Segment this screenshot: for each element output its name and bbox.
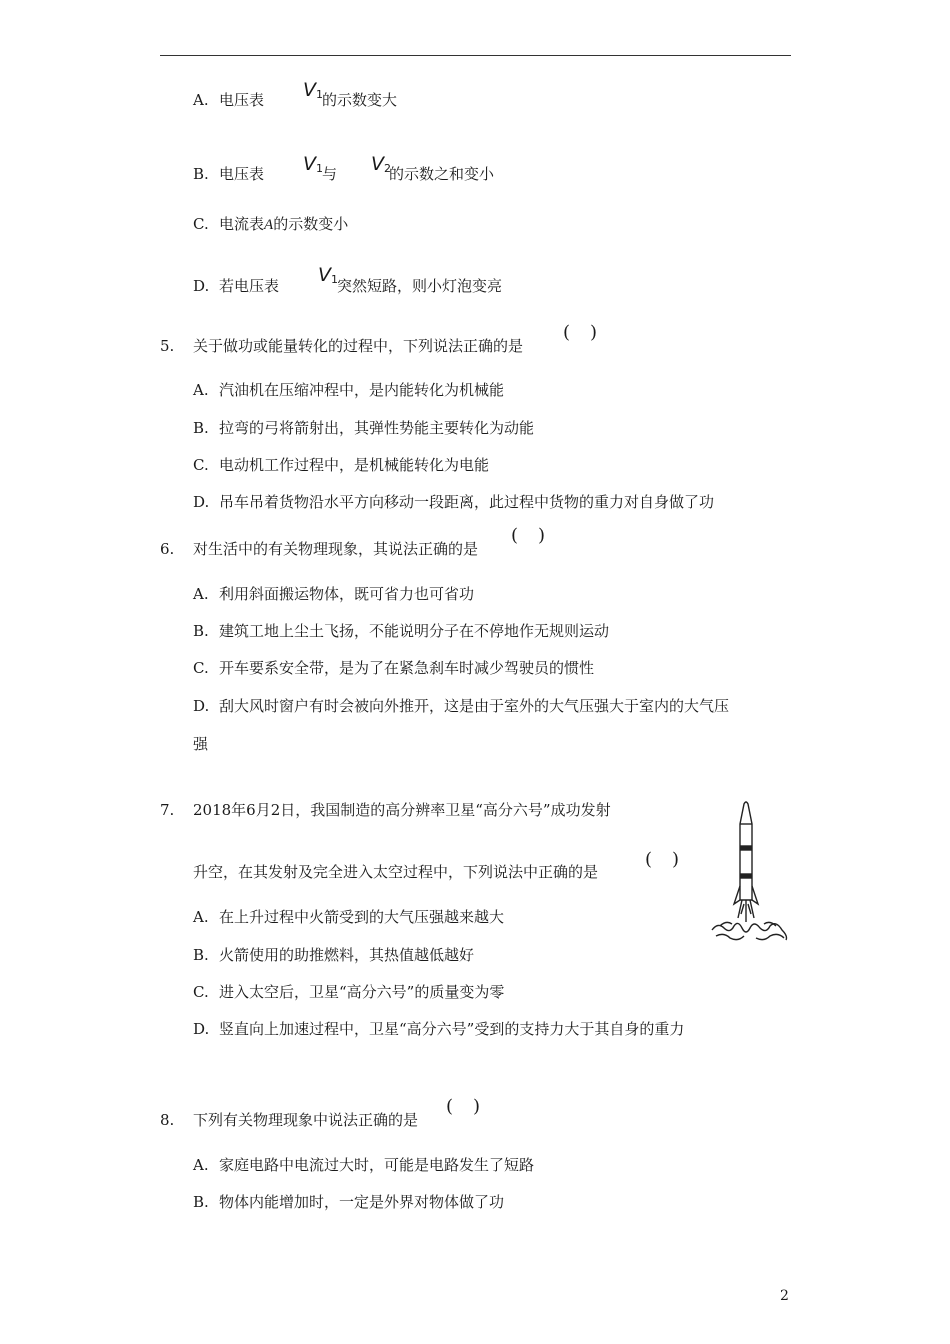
- q6-option-d: D. 刮大风时窗户有时会被向外推开，这是由于室外的大气压强大于室内的大气压: [193, 697, 730, 715]
- q5-option-a: A. 汽油机在压缩冲程中，是内能转化为机械能: [193, 381, 505, 399]
- question-6-stem: 对生活中的有关物理现象，其说法正确的是: [193, 540, 479, 558]
- q4-option-b-mid: 与: [322, 165, 338, 183]
- header-rule: [160, 55, 791, 56]
- question-7-stem-line2: 升空，在其发射及完全进入太空过程中，下列说法中正确的是: [193, 863, 599, 881]
- q4-option-c: C. 电流表A的示数变小: [193, 215, 349, 233]
- q6-option-a: A. 利用斜面搬运物体，既可省力也可省功: [193, 585, 475, 603]
- q5-option-c: C. 电动机工作过程中，是机械能转化为电能: [193, 456, 490, 474]
- q7-option-c: C. 进入太空后，卫星“高分六号”的质量变为零: [193, 983, 505, 1001]
- q6-option-c: C. 开车要系安全带，是为了在紧急刹车时减少驾驶员的惯性: [193, 659, 595, 677]
- q5-option-d: D. 吊车吊着货物沿水平方向移动一段距离，此过程中货物的重力对自身做了功: [193, 493, 715, 511]
- q8-option-a: A. 家庭电路中电流过大时，可能是电路发生了短路: [193, 1156, 535, 1174]
- question-number-6: 6.: [160, 540, 175, 558]
- question-8-stem: 下列有关物理现象中说法正确的是: [193, 1111, 419, 1129]
- q6-option-b: B. 建筑工地上尘土飞扬，不能说明分子在不停地作无规则运动: [193, 622, 610, 640]
- q8-option-b: B. 物体内能增加时，一定是外界对物体做了功: [193, 1193, 505, 1211]
- q4-option-d: D. 若电压表: [193, 277, 280, 295]
- q4-option-b-tail: 的示数之和变小: [389, 165, 495, 183]
- symbol-v1: $V_1$: [303, 153, 323, 175]
- page-number: 2: [780, 1288, 789, 1304]
- q7-option-d: D. 竖直向上加速过程中，卫星“高分六号”受到的支持力大于其自身的重力: [193, 1020, 685, 1038]
- q5-option-b: B. 拉弯的弓将箭射出，其弹性势能主要转化为动能: [193, 419, 535, 437]
- answer-blank-5: ( ): [563, 322, 598, 343]
- symbol-v1: $V_1$: [303, 79, 323, 101]
- answer-blank-6: ( ): [511, 525, 546, 546]
- q6-option-d-continued: 强: [193, 735, 209, 753]
- question-5-stem: 关于做功或能量转化的过程中，下列说法正确的是: [193, 337, 524, 355]
- q4-option-d-tail: 突然短路，则小灯泡变亮: [337, 277, 503, 295]
- symbol-v2: $V_2$: [371, 153, 391, 175]
- question-number-8: 8.: [160, 1111, 175, 1129]
- rocket-illustration: [708, 800, 792, 948]
- symbol-v1: $V_1$: [318, 264, 338, 286]
- q4-option-b: B. 电压表: [193, 165, 265, 183]
- q4-option-a: A. 电压表: [193, 91, 265, 109]
- rocket-body: [740, 802, 752, 900]
- q7-option-b: B. 火箭使用的助推燃料，其热值越低越好: [193, 946, 475, 964]
- question-7-stem-line1: 2018年6月2日，我国制造的高分辨率卫星“高分六号”成功发射: [193, 801, 611, 819]
- answer-blank-8: ( ): [446, 1096, 481, 1117]
- question-number-7: 7.: [160, 801, 175, 819]
- question-number-5: 5.: [160, 337, 175, 355]
- q7-option-a: A. 在上升过程中火箭受到的大气压强越来越大: [193, 908, 505, 926]
- answer-blank-7: ( ): [645, 849, 680, 870]
- q4-option-a-tail: 的示数变大: [322, 91, 398, 109]
